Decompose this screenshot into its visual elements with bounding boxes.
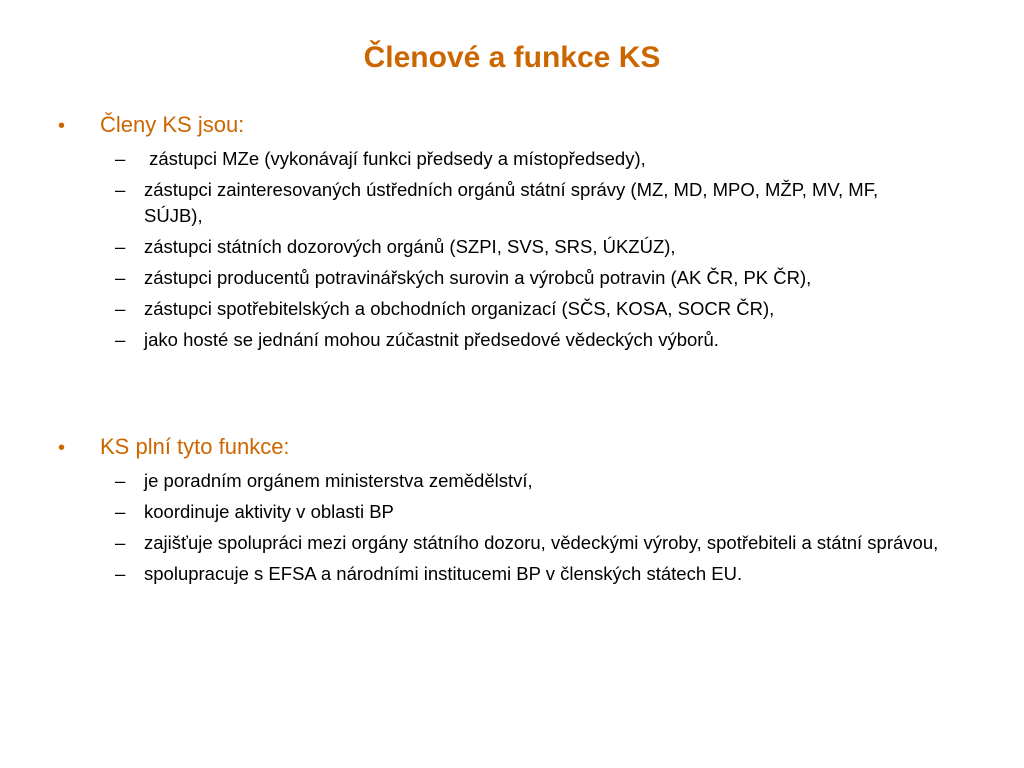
list-item-text: zástupci MZe (vykonávají funkci předsedy a místopředsedy), [144,148,646,169]
list-item-text: je poradním orgánem ministerstva zemědělství, [144,470,533,491]
dash-icon: – [115,267,126,288]
dash-icon: – [115,298,126,319]
list-item-text: zástupci spotřebitelských a obchodních organizací (SČS, KOSA, SOCR ČR), [144,298,775,319]
sub-list [58,146,958,353]
list-item-text: zástupci producentů potravinářských surovin a výrobců potravin (AK ČR, PK ČR), [144,267,812,288]
list-item-text: koordinuje aktivity v oblasti BP [144,501,394,522]
list-item [115,177,958,229]
list-item [115,265,958,291]
list-item [115,468,958,494]
list-item [115,146,958,172]
dash-icon: – [115,329,126,350]
dash-icon: – [115,470,126,491]
list-item [115,499,958,525]
list-item-text: jako hosté se jednání mohou zúčastnit předsedové vědeckých výborů. [144,329,719,350]
bullet-icon: • [58,115,66,137]
list-item-text: zajišťuje spolupráci mezi orgány státního dozoru, vědeckými výroby, spotřebiteli a státní správou, [144,532,939,553]
section-functions [58,432,958,587]
list-item [115,296,958,322]
dash-icon: – [115,501,126,522]
list-item-text: zástupci státních dozorových orgánů (SZPI, SVS, SRS, ÚKZÚZ), [144,236,676,257]
list-item [115,234,958,260]
dash-icon: – [115,179,126,200]
dash-icon: – [115,563,126,584]
section-heading-row [58,432,958,463]
sub-list [58,468,958,587]
bullet-icon: • [58,437,66,459]
section-heading: Členy KS jsou: [100,112,245,137]
dash-icon: – [115,148,126,169]
dash-icon: – [115,532,126,553]
list-item-text: spolupracuje s EFSA a národními institucemi BP v členských státech EU. [144,563,743,584]
list-item [115,327,958,353]
section-members [58,110,958,353]
list-item [115,530,958,556]
slide-title: Členové a funkce KS [363,41,661,74]
list-item-text: zástupci zainteresovaných ústředních orgánů státní správy (MZ, MD, MPO, MŽP, MV, MF, SÚJB), [144,179,879,226]
section-heading: KS plní tyto funkce: [100,434,290,459]
section-heading-row [58,110,958,141]
list-item [115,561,958,587]
dash-icon: – [115,236,126,257]
